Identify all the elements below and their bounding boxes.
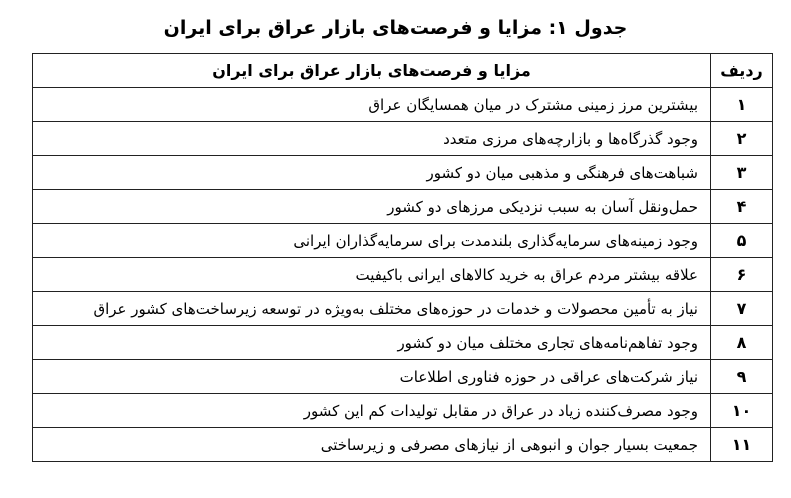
table-row [33, 394, 773, 428]
table-row [33, 428, 773, 462]
row-text: وجود تفاهم‌نامه‌های تجاری مختلف میان دو کشور [33, 326, 711, 360]
row-text: شباهت‌های فرهنگی و مذهبی میان دو کشور [33, 156, 711, 190]
table-caption: جدول ۱: مزایا و فرصت‌های بازار عراق برای ایران [163, 17, 628, 39]
table-row [33, 190, 773, 224]
row-number: ۱۰ [711, 394, 773, 428]
row-text: حمل‌ونقل آسان به سبب نزدیکی مرزهای دو کشور [33, 190, 711, 224]
row-text: نیاز شرکت‌های عراقی در حوزه فناوری اطلاعات [33, 360, 711, 394]
opportunities-table [32, 53, 773, 462]
table-row [33, 292, 773, 326]
row-number: ۲ [711, 122, 773, 156]
row-number: ۳ [711, 156, 773, 190]
row-text: بیشترین مرز زمینی مشترک در میان همسایگان عراق [33, 88, 711, 122]
row-number: ۷ [711, 292, 773, 326]
row-text: علاقه بیشتر مردم عراق به خرید کالاهای ایرانی باکیفیت [33, 258, 711, 292]
row-number: ۴ [711, 190, 773, 224]
row-text: وجود زمینه‌های سرمایه‌گذاری بلندمدت برای سرمایه‌گذاران ایرانی [33, 224, 711, 258]
header-row-number: ردیف [711, 54, 773, 88]
header-description: مزایا و فرصت‌های بازار عراق برای ایران [33, 54, 711, 88]
table-row [33, 224, 773, 258]
row-number: ۹ [711, 360, 773, 394]
row-number: ۱ [711, 88, 773, 122]
table-row [33, 88, 773, 122]
row-text: وجود گذرگاه‌ها و بازارچه‌های مرزی متعدد [33, 122, 711, 156]
row-number: ۵ [711, 224, 773, 258]
table-row [33, 326, 773, 360]
row-text: نیاز به تأمین محصولات و خدمات در حوزه‌های مختلف به‌ویژه در توسعه زیرساخت‌های کشور عراق [33, 292, 711, 326]
row-number: ۱۱ [711, 428, 773, 462]
row-text: وجود مصرف‌کننده زیاد در عراق در مقابل تولیدات کم این کشور [33, 394, 711, 428]
table-row [33, 122, 773, 156]
table-header-row [33, 54, 773, 88]
row-number: ۶ [711, 258, 773, 292]
row-text: جمعیت بسیار جوان و انبوهی از نیازهای مصرفی و زیرساختی [33, 428, 711, 462]
table-row [33, 258, 773, 292]
table-row [33, 156, 773, 190]
row-number: ۸ [711, 326, 773, 360]
table-row [33, 360, 773, 394]
